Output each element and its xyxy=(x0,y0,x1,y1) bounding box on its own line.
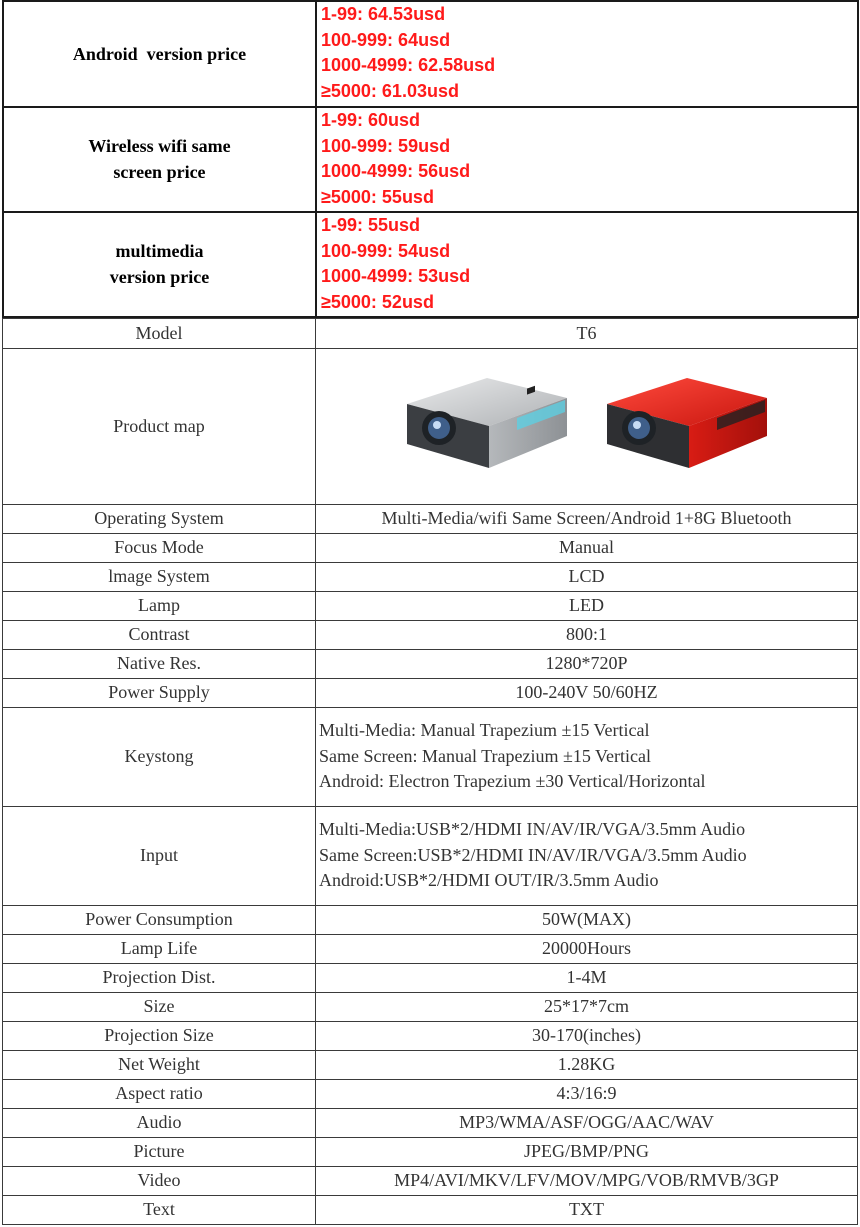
spec-label: Input xyxy=(3,806,316,905)
spec-row-lamp xyxy=(3,591,858,620)
spec-label: Model xyxy=(3,318,316,348)
spec-value: JPEG/BMP/PNG xyxy=(316,1137,858,1166)
spec-value-line: Same Screen: Manual Trapezium ±15 Vertical xyxy=(319,745,651,766)
spec-value-line: Android:USB*2/HDMI OUT/IR/3.5mm Audio xyxy=(319,870,659,891)
spec-row-product-map xyxy=(3,348,858,504)
price-label-line: screen price xyxy=(113,162,206,183)
spec-label: Focus Mode xyxy=(3,533,316,562)
price-label-line: multimedia xyxy=(115,241,204,262)
spec-row-operating-system xyxy=(3,504,858,533)
spec-label: Power Consumption xyxy=(3,905,316,934)
product-images xyxy=(316,348,858,504)
price-tiers-android xyxy=(316,1,858,107)
spec-row-video xyxy=(3,1166,858,1195)
spec-row-native-res xyxy=(3,649,858,678)
spec-row-contrast xyxy=(3,620,858,649)
spec-value-line: Same Screen:USB*2/HDMI IN/AV/IR/VGA/3.5mm Audio xyxy=(319,844,747,865)
spec-value-line: Multi-Media: Manual Trapezium ±15 Vertical xyxy=(319,720,650,741)
spec-label: Net Weight xyxy=(3,1050,316,1079)
price-tier: 100-999: 64usd xyxy=(321,29,451,50)
spec-label: Audio xyxy=(3,1108,316,1137)
spec-row-focus-mode xyxy=(3,533,858,562)
spec-sheet xyxy=(2,0,857,1225)
spec-row-projection-dist xyxy=(3,963,858,992)
price-tier: ≥5000: 52usd xyxy=(321,291,434,312)
red-projector-image xyxy=(597,376,777,476)
spec-label: Lamp Life xyxy=(3,934,316,963)
price-tier: ≥5000: 55usd xyxy=(321,187,434,208)
spec-label: Projection Size xyxy=(3,1021,316,1050)
spec-row-projection-size xyxy=(3,1021,858,1050)
spec-value: LED xyxy=(316,591,858,620)
price-tiers-multimedia xyxy=(316,212,858,317)
price-tier: 1-99: 60usd xyxy=(321,110,421,130)
spec-value: 1-4M xyxy=(316,963,858,992)
price-tier: 1000-4999: 56usd xyxy=(321,161,471,182)
spec-row-model xyxy=(3,318,858,348)
price-label-line: Android version price xyxy=(72,44,247,64)
spec-value: 50W(MAX) xyxy=(316,905,858,934)
spec-row-aspect-ratio xyxy=(3,1079,858,1108)
spec-value xyxy=(316,806,858,905)
price-tier: ≥5000: 61.03usd xyxy=(321,81,459,102)
spec-label: Video xyxy=(3,1166,316,1195)
spec-label: Keystong xyxy=(3,707,316,806)
spec-label: Operating System xyxy=(3,504,316,533)
spec-row-keystong xyxy=(3,707,858,806)
spec-label: Lamp xyxy=(3,591,316,620)
spec-row-lamp-life xyxy=(3,934,858,963)
price-tier: 1-99: 55usd xyxy=(321,214,421,235)
spec-row-net-weight xyxy=(3,1050,858,1079)
price-tier: 100-999: 59usd xyxy=(321,135,451,156)
spec-value: MP4/AVI/MKV/LFV/MOV/MPG/VOB/RMVB/3GP xyxy=(316,1166,858,1195)
spec-value: 20000Hours xyxy=(316,934,858,963)
spec-label: Picture xyxy=(3,1137,316,1166)
spec-value: 25*17*7cm xyxy=(316,992,858,1021)
price-row-android xyxy=(3,1,858,107)
spec-label: Projection Dist. xyxy=(3,963,316,992)
spec-value: MP3/WMA/ASF/OGG/AAC/WAV xyxy=(316,1108,858,1137)
price-tier: 1000-4999: 53usd xyxy=(321,266,471,287)
price-table xyxy=(2,0,859,318)
spec-label: Text xyxy=(3,1195,316,1224)
spec-value: 1280*720P xyxy=(316,649,858,678)
spec-row-picture xyxy=(3,1137,858,1166)
spec-value: Manual xyxy=(316,533,858,562)
spec-table xyxy=(2,318,858,1225)
spec-value xyxy=(316,707,858,806)
price-label-wireless xyxy=(3,107,316,212)
price-row-multimedia xyxy=(3,212,858,317)
spec-label: Contrast xyxy=(3,620,316,649)
spec-row-power-consumption xyxy=(3,905,858,934)
spec-value: TXT xyxy=(316,1195,858,1224)
spec-value: 30-170(inches) xyxy=(316,1021,858,1050)
spec-value: 1.28KG xyxy=(316,1050,858,1079)
spec-row-image-system xyxy=(3,562,858,591)
spec-label: lmage System xyxy=(3,562,316,591)
price-tier: 100-999: 54usd xyxy=(321,240,451,261)
spec-row-text xyxy=(3,1195,858,1224)
spec-label: Product map xyxy=(3,348,316,504)
spec-value: 100-240V 50/60HZ xyxy=(316,678,858,707)
spec-value: LCD xyxy=(316,562,858,591)
spec-value: 800:1 xyxy=(316,620,858,649)
price-tier: 1000-4999: 62.58usd xyxy=(321,55,496,76)
price-row-wireless xyxy=(3,107,858,212)
price-tiers-wireless xyxy=(316,107,858,212)
price-label-line: version price xyxy=(109,267,210,288)
spec-row-audio xyxy=(3,1108,858,1137)
price-label-multimedia xyxy=(3,212,316,317)
silver-projector-image xyxy=(397,376,577,476)
spec-label: Power Supply xyxy=(3,678,316,707)
spec-row-size xyxy=(3,992,858,1021)
spec-value-line: Multi-Media:USB*2/HDMI IN/AV/IR/VGA/3.5mm Audio xyxy=(319,819,746,840)
price-label-line: Wireless wifi same xyxy=(88,136,231,157)
price-tier: 1-99: 64.53usd xyxy=(321,4,446,24)
spec-value: Multi-Media/wifi Same Screen/Android 1+8G Bluetooth xyxy=(316,504,858,533)
spec-label: Native Res. xyxy=(3,649,316,678)
spec-row-power-supply xyxy=(3,678,858,707)
spec-value: 4:3/16:9 xyxy=(316,1079,858,1108)
spec-row-input xyxy=(3,806,858,905)
spec-value-line: Android: Electron Trapezium ±30 Vertical/Horizontal xyxy=(319,771,706,792)
spec-label: Aspect ratio xyxy=(3,1079,316,1108)
price-label-android xyxy=(3,1,316,107)
spec-label: Size xyxy=(3,992,316,1021)
spec-value: T6 xyxy=(316,318,858,348)
